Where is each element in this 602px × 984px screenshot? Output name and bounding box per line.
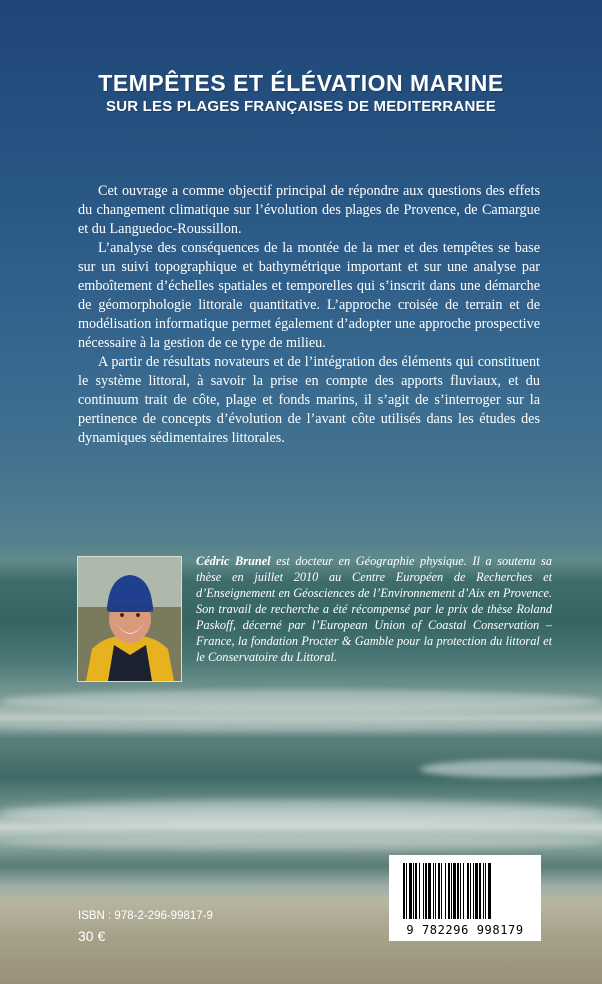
- barcode-bar: [433, 863, 434, 919]
- wave-streak: [420, 760, 602, 778]
- barcode-bar: [451, 863, 452, 919]
- barcode-bar: [470, 863, 471, 919]
- barcode-bar: [479, 863, 481, 919]
- barcode-bar: [425, 863, 427, 919]
- author-photo: [77, 556, 182, 682]
- barcode-bar: [419, 863, 420, 919]
- barcode-bar: [453, 863, 456, 919]
- author-name: Cédric Brunel: [196, 554, 271, 568]
- barcode-bars: [403, 863, 527, 921]
- price: 30 €: [78, 928, 106, 944]
- barcode-bar: [483, 863, 484, 919]
- barcode-bar: [423, 863, 424, 919]
- wave-streak: [0, 690, 602, 712]
- wave-streak: [0, 722, 602, 732]
- barcode-bar: [415, 863, 417, 919]
- barcode-bar: [460, 863, 461, 919]
- author-portrait-image: [78, 557, 181, 681]
- wave-streak: [0, 836, 602, 850]
- author-bio: [196, 553, 552, 665]
- barcode-bar: [409, 863, 412, 919]
- barcode-bar: [438, 863, 440, 919]
- barcode-bar: [406, 863, 407, 919]
- barcode-bar: [467, 863, 469, 919]
- author-bio-text: est docteur en Géographie physique. Il a soutenu sa thèse en juillet 2010 au Centre Européen de Recherches et d’Enseignement en Géosciences de l’Environnement d’Aix en Provence. Son travail de recherche a été récompensé par le prix de thèse Roland Paskoff, décerné par l’European Union of Coastal Conservation – France, la fondation Procter & Gamble pour la protection du littoral et le Conservatoire du Littoral.: [196, 554, 552, 664]
- barcode-bar: [445, 863, 446, 919]
- barcode-bar: [413, 863, 414, 919]
- barcode-bar: [403, 863, 405, 919]
- book-subtitle: SUR LES PLAGES FRANÇAISES DE MEDITERRANEE: [106, 98, 496, 115]
- barcode-bar: [473, 863, 474, 919]
- isbn: ISBN : 978-2-296-99817-9: [78, 910, 213, 922]
- description-paragraph: L’analyse des conséquences de la montée de la mer et des tempêtes se base sur un suivi topographique et bathymétrique important et sur une analyse par emboîtement d’échelles spatiales et temporelles qui s’inscrit dans une démarche de géomorphologie littorale quantitative. L’approche croisée de terrain et de modélisation informatique permet également d’adopter une approche prospective nécessaire à la gestion de ce type de milieu.: [78, 240, 540, 351]
- barcode-bar: [463, 863, 464, 919]
- barcode: [389, 855, 541, 941]
- barcode-bar: [435, 863, 436, 919]
- barcode-bar: [428, 863, 431, 919]
- description-paragraph: A partir de résultats novateurs et de l’intégration des éléments qui constituent le système littoral, à savoir la prise en compte des apports fluviaux, et du continuum trait de côte, plage et fonds marins, il s’agit de s’interroger sur la pertinence de concepts d’évolution de l’avant côte utilisés dans les études des dynamiques sédimentaires littorales.: [78, 354, 540, 446]
- barcode-bar: [475, 863, 478, 919]
- barcode-digits: 9 782296 998179: [406, 923, 524, 937]
- barcode-bar: [448, 863, 450, 919]
- barcode-bar: [488, 863, 491, 919]
- barcode-bar: [485, 863, 486, 919]
- wave-streak: [0, 800, 602, 826]
- book-description: [78, 182, 540, 448]
- book-title: TEMPÊTES ET ÉLÉVATION MARINE: [98, 70, 504, 96]
- description-paragraph: Cet ouvrage a comme objectif principal de répondre aux questions des effets du changement climatique sur l’évolution des plages de Provence, de Camargue et du Languedoc-Roussillon.: [78, 183, 540, 237]
- barcode-bar: [457, 863, 459, 919]
- barcode-bar: [441, 863, 442, 919]
